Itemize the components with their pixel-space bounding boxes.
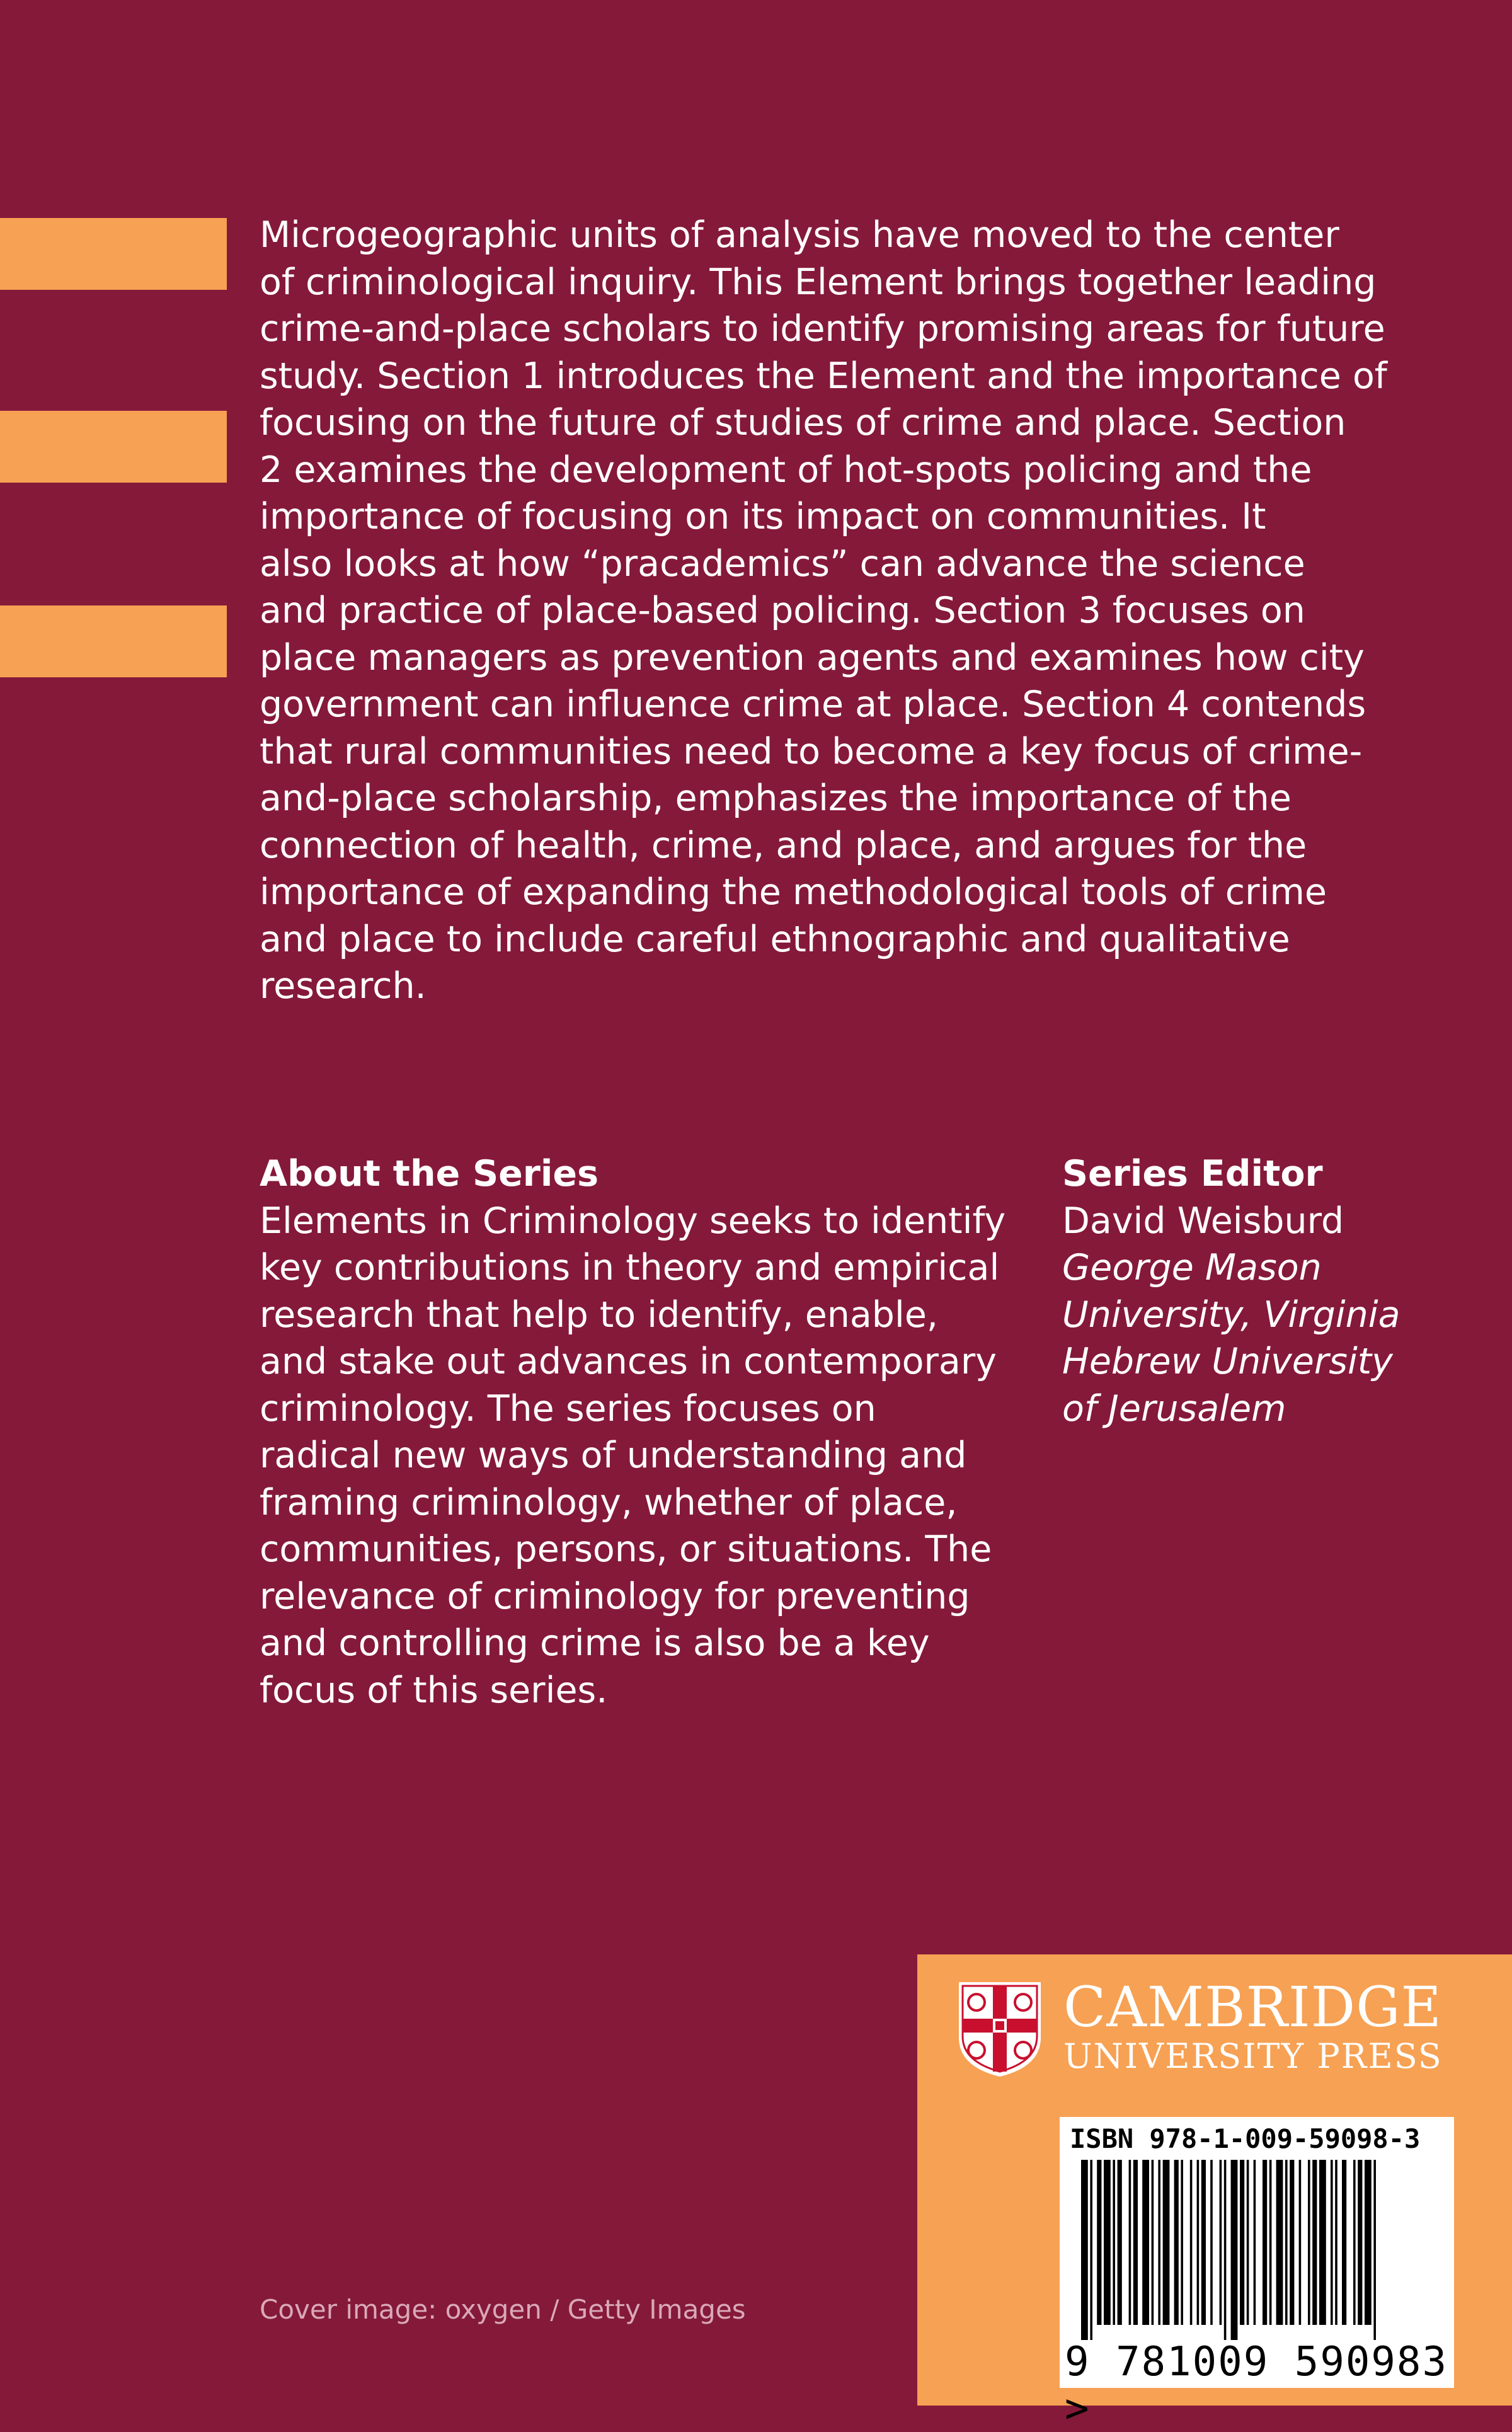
barcode-stripe bbox=[1197, 2160, 1200, 2325]
about-line: communities, persons, or situations. The bbox=[260, 1529, 992, 1570]
barcode-stripe bbox=[1365, 2160, 1372, 2325]
editor-affiliation: University, Virginia bbox=[1062, 1293, 1400, 1336]
barcode-stripe bbox=[1163, 2160, 1170, 2325]
barcode-stripe bbox=[1129, 2160, 1131, 2325]
about-line: key contributions in theory and empirical bbox=[260, 1247, 1000, 1288]
barcode-stripe bbox=[1263, 2160, 1267, 2325]
barcode-stripe bbox=[1312, 2160, 1317, 2325]
description-line: 2 examines the development of hot-spots policing and the bbox=[260, 449, 1312, 491]
description-line: focusing on the future of studies of crime and place. Section bbox=[260, 402, 1346, 444]
barcode-stripe bbox=[1335, 2160, 1337, 2325]
description-line: crime-and-place scholars to identify promising areas for future bbox=[260, 308, 1385, 350]
barcode-stripe bbox=[1231, 2160, 1238, 2340]
barcode-bars bbox=[1060, 2160, 1454, 2340]
barcode-stripe bbox=[1353, 2160, 1356, 2325]
publisher-name bbox=[1063, 1977, 1443, 2075]
description-line: and place to include careful ethnographic and qualitative bbox=[260, 918, 1290, 960]
description-line: study. Section 1 introduces the Element and the importance of bbox=[260, 355, 1387, 397]
about-line: and stake out advances in contemporary bbox=[260, 1341, 997, 1382]
barcode-stripe bbox=[1090, 2160, 1092, 2340]
about-line: and controlling crime is also be a key bbox=[260, 1622, 930, 1664]
publisher-name-line-1: CAMBRIDGE bbox=[1063, 1975, 1442, 2039]
cambridge-crest-icon bbox=[956, 1980, 1043, 2079]
description-line: and-place scholarship, emphasizes the importance of the bbox=[260, 777, 1292, 819]
barcode-stripe bbox=[1220, 2160, 1222, 2325]
barcode-stripe bbox=[1358, 2160, 1362, 2325]
barcode-stripe bbox=[1158, 2160, 1160, 2325]
description-line: importance of expanding the methodological tools of crime bbox=[260, 871, 1327, 913]
series-editor bbox=[1062, 1150, 1472, 1432]
about-line: focus of this series. bbox=[260, 1669, 608, 1711]
editor-heading: Series Editor bbox=[1062, 1153, 1323, 1195]
barcode-stripe bbox=[1342, 2160, 1346, 2325]
barcode-stripe bbox=[1319, 2160, 1326, 2325]
book-description bbox=[260, 212, 1406, 1010]
about-line: research that help to identify, enable, bbox=[260, 1293, 939, 1336]
barcode-stripe bbox=[1373, 2160, 1376, 2340]
description-line: also looks at how “pracademics” can advance the science bbox=[260, 542, 1305, 585]
publisher-name-line-2: UNIVERSITY PRESS bbox=[1063, 2036, 1443, 2076]
barcode-stripe bbox=[1308, 2160, 1310, 2325]
editor-affiliation: of Jerusalem bbox=[1062, 1387, 1286, 1430]
about-line: radical new ways of understanding and bbox=[260, 1435, 967, 1476]
accent-bar-1 bbox=[0, 218, 227, 290]
about-line: criminology. The series focuses on bbox=[260, 1387, 876, 1430]
isbn-barcode bbox=[1060, 2117, 1454, 2432]
editor-affiliation: George Mason bbox=[1062, 1247, 1322, 1288]
about-the-series bbox=[260, 1150, 1047, 1714]
editor-name: David Weisburd bbox=[1062, 1200, 1344, 1242]
barcode-stripe bbox=[1142, 2160, 1149, 2325]
barcode-stripe bbox=[1254, 2160, 1256, 2325]
about-line: Elements in Criminology seeks to identify bbox=[260, 1200, 1006, 1242]
barcode-stripe bbox=[1113, 2160, 1115, 2325]
barcode-stripe bbox=[1097, 2160, 1101, 2325]
ean-digits: 9 781009 590983 > bbox=[1065, 2339, 1448, 2432]
description-line: that rural communities need to become a key focus of crime- bbox=[260, 730, 1363, 772]
editor-affiliation: Hebrew University bbox=[1062, 1341, 1393, 1382]
description-line: Microgeographic units of analysis have moved to the center bbox=[260, 214, 1339, 256]
isbn-label: ISBN 978-1-009-59098-3 bbox=[1070, 2123, 1421, 2154]
description-line: government can influence crime at place. Section 4 contends bbox=[260, 684, 1366, 725]
barcode-stripe bbox=[1240, 2160, 1244, 2325]
barcode-stripe bbox=[1224, 2160, 1227, 2340]
barcode-stripe bbox=[1290, 2160, 1294, 2325]
barcode-stripe bbox=[1276, 2160, 1283, 2325]
barcode-stripe bbox=[1247, 2160, 1249, 2325]
cover-image-credit: Cover image: oxygen / Getty Images bbox=[260, 2294, 746, 2325]
about-line: framing criminology, whether of place, bbox=[260, 1481, 958, 1523]
accent-bar-3 bbox=[0, 605, 227, 677]
barcode-stripe bbox=[1201, 2160, 1206, 2325]
barcode-stripe bbox=[1181, 2160, 1183, 2325]
barcode-stripe bbox=[1190, 2160, 1193, 2325]
description-line: and practice of place-based policing. Section 3 focuses on bbox=[260, 590, 1305, 631]
barcode-stripe bbox=[1331, 2160, 1333, 2325]
barcode-stripe bbox=[1174, 2160, 1179, 2325]
description-line: research. bbox=[260, 965, 427, 1007]
barcode-stripe bbox=[1285, 2160, 1288, 2325]
description-line: connection of health, crime, and place, and argues for the bbox=[260, 824, 1307, 866]
barcode-stripe bbox=[1152, 2160, 1154, 2325]
barcode-stripe bbox=[1299, 2160, 1302, 2325]
barcode-stripe bbox=[1210, 2160, 1213, 2325]
publisher-block bbox=[917, 1954, 1512, 2432]
barcode-stripe bbox=[1118, 2160, 1122, 2325]
description-line: place managers as prevention agents and examines how city bbox=[260, 636, 1365, 679]
barcode-stripe bbox=[1269, 2160, 1272, 2325]
description-line: importance of focusing on its impact on communities. It bbox=[260, 496, 1266, 537]
barcode-stripe bbox=[1104, 2160, 1111, 2325]
accent-bar-2 bbox=[0, 411, 227, 483]
barcode-stripe bbox=[1081, 2160, 1088, 2340]
description-line: of criminological inquiry. This Element brings together leading bbox=[260, 261, 1377, 303]
barcode-stripe bbox=[1133, 2160, 1138, 2325]
about-heading: About the Series bbox=[260, 1153, 599, 1195]
about-line: relevance of criminology for preventing bbox=[260, 1575, 970, 1617]
